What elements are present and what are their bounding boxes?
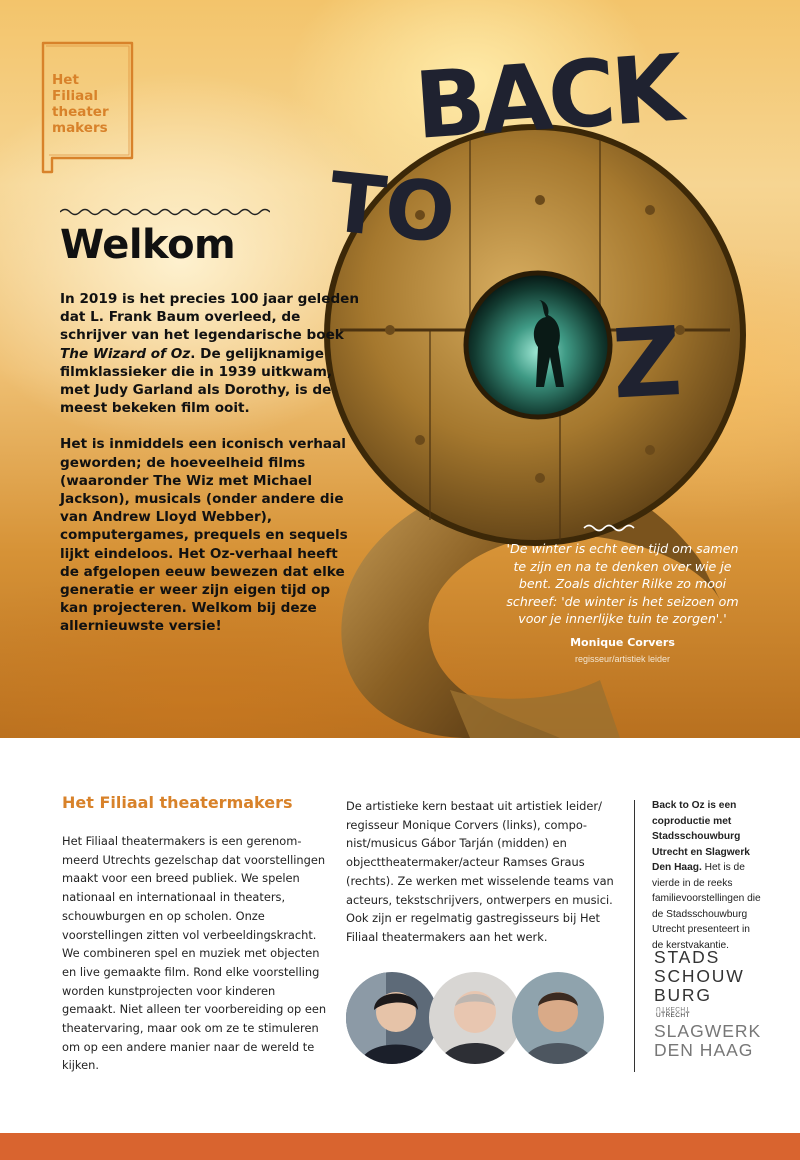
logo-line-3: theater: [52, 104, 109, 120]
quote-text: 'De winter is echt een tijd om samen te zijn en na te denken over wie je bent. Zoals dichter Rilke zo mooi schreef: 'de winter is het seizoen om voor je innerlijke tuin te zorgen'.': [506, 541, 739, 627]
stads-line-2: SCHOUW: [654, 966, 745, 986]
company-text: Het Filiaal theatermakers is een gerenommeerd Utrechts gezelschap dat voorstellingen maakt voor een breed publiek. We spelen nationaal en internationaal in theaters, schouwburgen en op scholen. Onze voorstellingen zitten vol verbeeldingskracht. We combineren spel en muziek met objecten en live gemaakte film. Rond elke voorstelling worden kunstprojecten voor kinderen gemaakt. Niet alleen ter voorbereiding op een theatervaring, maar ook om ze te stimuleren om op een andere manier naar de wereld te kijken.: [62, 834, 327, 1073]
footer-bar: [0, 1133, 800, 1160]
welcome-squiggle-icon: [60, 207, 270, 217]
het-filiaal-logo: [40, 40, 135, 175]
portrait-ramses-graus: [512, 972, 604, 1064]
intro-text: [60, 290, 360, 654]
intro-paragraph-1: In 2019 is het precies 100 jaar geleden dat L. Frank Baum overleed, de schrijver van het legendarische boek The Wizard of Oz. De gelijknamige filmklassieker die in 1939 uitkwam, met Judy Garland als Dorothy, is de meest bekeken film ooit.: [60, 291, 360, 417]
portrait-monique-corvers: [346, 972, 438, 1064]
logo-line-2: Filiaal: [52, 88, 98, 104]
slagwerk-line-1: SLAGWERK: [654, 1021, 762, 1041]
welcome-title: Welkom: [60, 222, 236, 268]
quote-block: [505, 540, 740, 664]
team-section: [346, 797, 628, 947]
stadsschouwburg-logo: [654, 948, 745, 1019]
svg-text:BACK: BACK: [411, 34, 683, 160]
coproduction-bold: Back to Oz is een coproductie met Stadsschouwburg Utrecht en Slagwerk Den Haag.: [652, 800, 750, 873]
quote-author: Monique Corvers: [570, 635, 675, 649]
stads-sub: UTRECHT UTRECHT: [656, 1005, 690, 1019]
coproduction-text: Het is de vierde in de reeks familievoorstellingen die de Stadsschouwburg Utrecht presenteert in de kerstvakantie.: [652, 862, 761, 951]
vertical-divider: [634, 800, 635, 1072]
logo-line-4: makers: [52, 120, 108, 136]
svg-text:TO: TO: [324, 154, 460, 263]
slagwerk-logo: [654, 1022, 761, 1060]
quote-role: regisseur/artistiek leider: [574, 653, 671, 664]
slagwerk-line-2: DEN HAAG: [654, 1040, 754, 1060]
logo-line-1: Het: [52, 72, 79, 88]
coproduction-note: [652, 798, 762, 953]
team-portraits: [346, 972, 606, 1067]
company-section: [62, 793, 332, 1075]
stads-line-3: BURG: [654, 985, 712, 1005]
book-title: The Wizard of Oz: [60, 345, 191, 362]
intro-paragraph-2: Het is inmiddels een iconisch verhaal geworden; de hoeveelheid films (waaronder The Wiz met Michael Jackson), musicals (onder andere die van Andrew Lloyd Webber), computergames, prequels en sequels lijkt eindeloos. Het Oz-verhaal heeft de afgelopen eeuw bewezen dat elke generatie er weer zijn eigen tijd op kan projecteren. Welkom bij deze allernieuwste versie!: [60, 436, 348, 635]
portrait-gabor-tarjan: [429, 972, 521, 1064]
team-text: De artistieke kern bestaat uit artistiek leider/ regisseur Monique Corvers (links), componist/musicus Gábor Tarján (midden) en objecttheatermaker/acteur Ramses Graus (rechts). Ze werken met wisselende teams van acteurs, tekstschrijvers, ontwerpers en musici. Ook zijn er regelmatig gastregisseurs bij Het Filiaal theatermakers aan het werk.: [346, 799, 614, 944]
company-title: Het Filiaal theatermakers: [62, 793, 293, 812]
stads-line-1: STADS: [654, 947, 721, 967]
stads-line-3-wrap: [654, 986, 745, 1019]
svg-text:Z: Z: [609, 306, 685, 421]
